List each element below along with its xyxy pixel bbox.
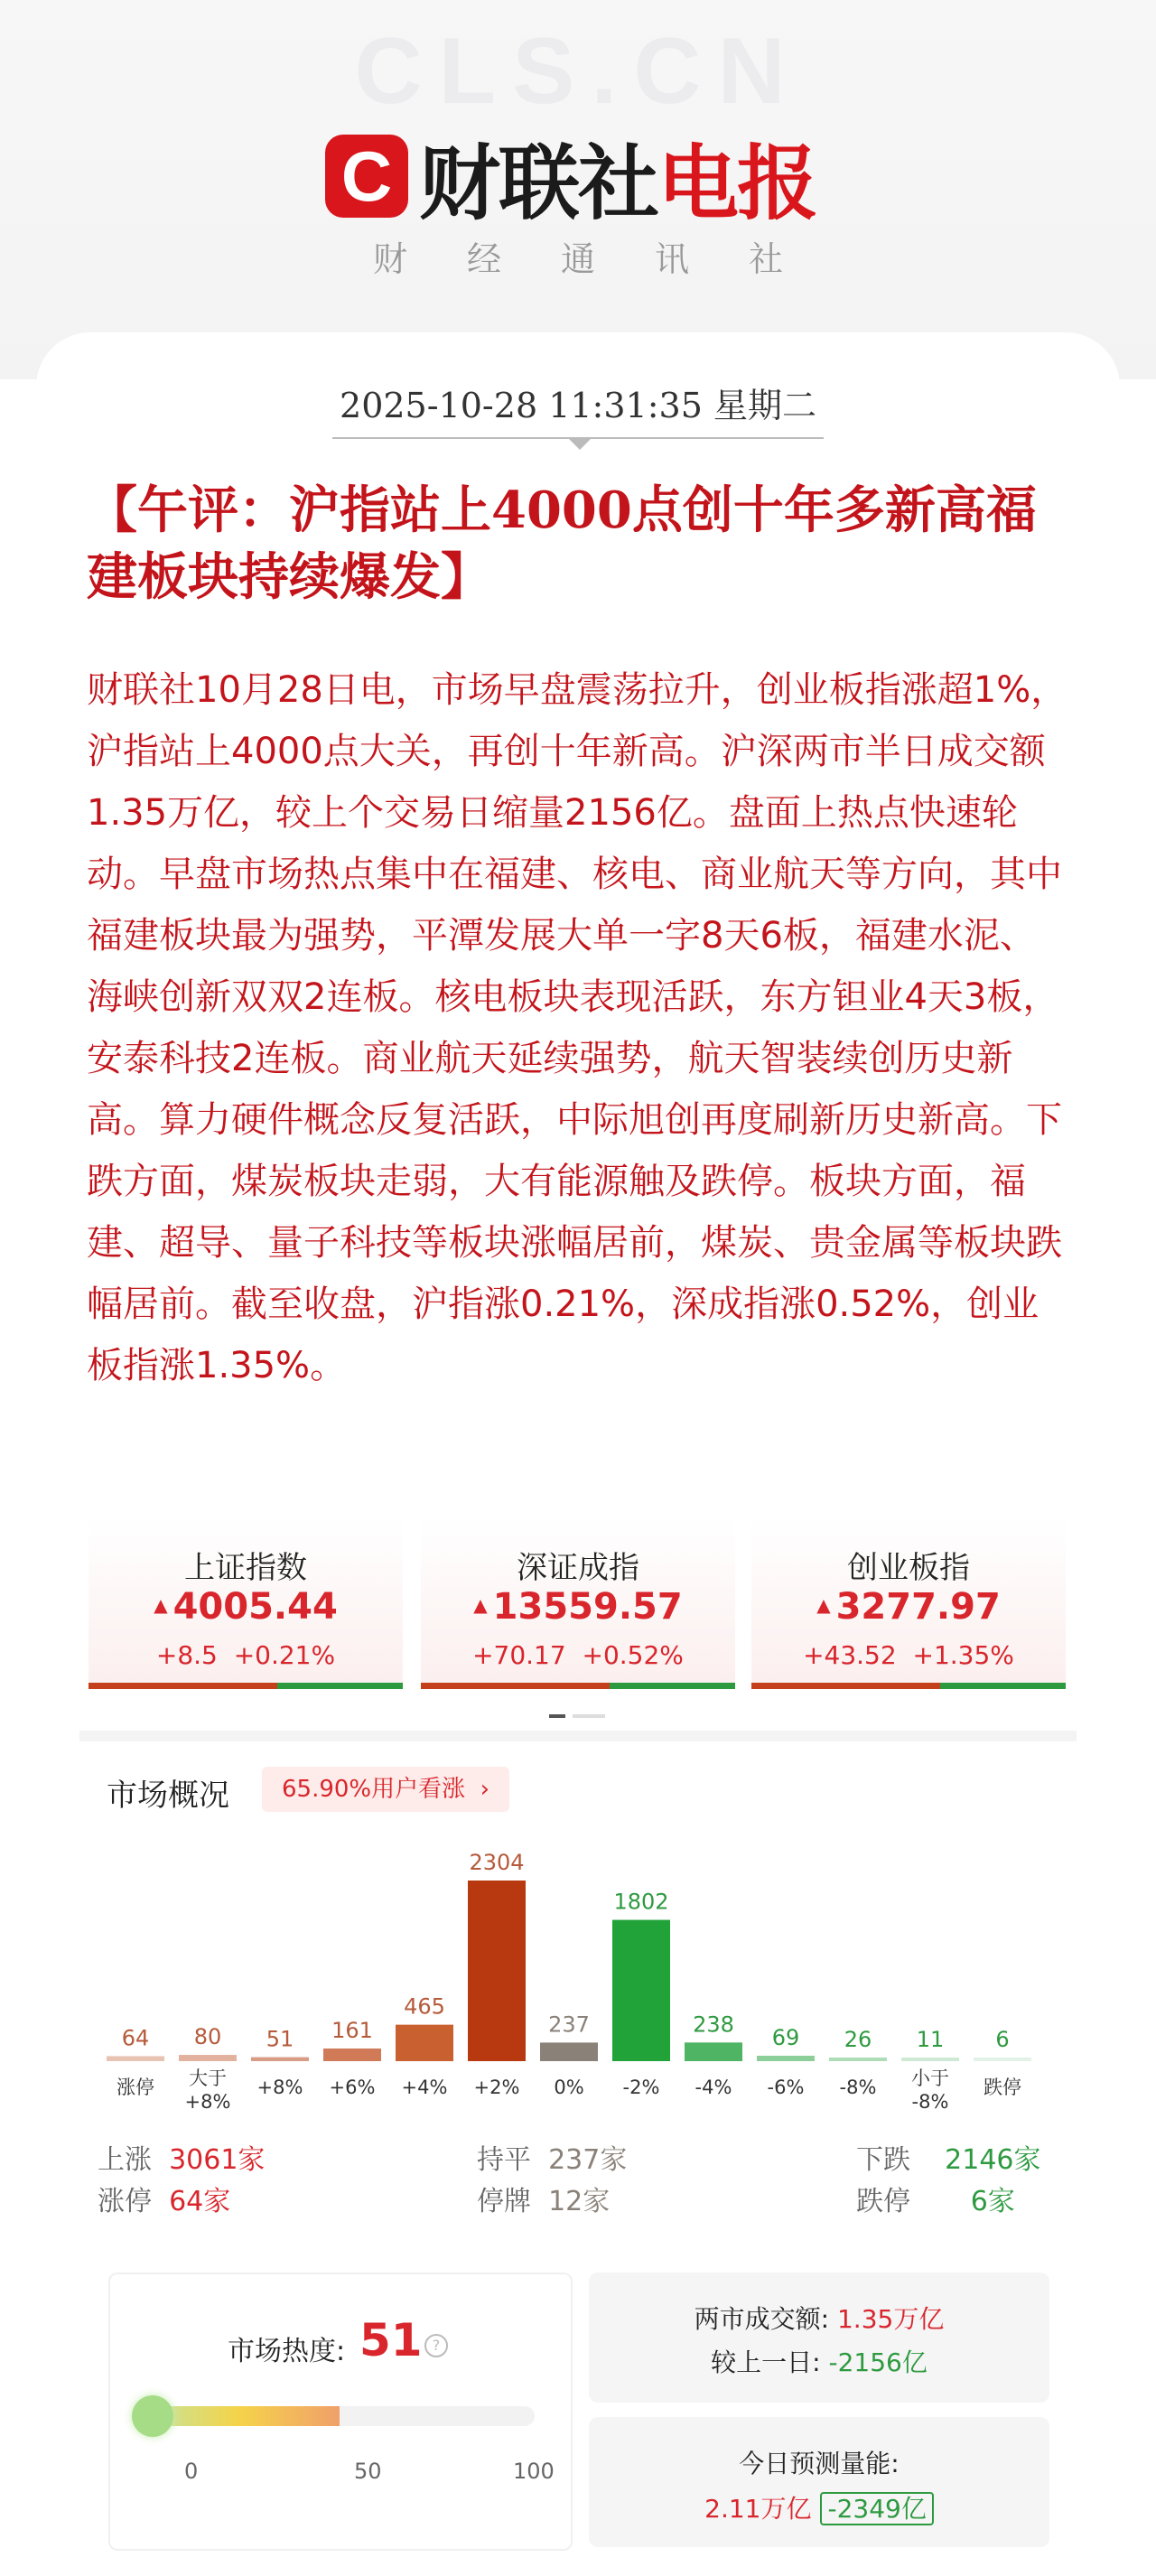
chart-value-label: 26 xyxy=(844,2027,872,2052)
index-change: +43.52 +1.35% xyxy=(803,1640,1014,1670)
chart-category-label: +8% xyxy=(256,2077,303,2098)
up-triangle-icon: ▲ xyxy=(816,1594,831,1616)
chart-bar xyxy=(323,2049,381,2061)
question-icon[interactable]: ? xyxy=(424,2334,448,2357)
index-card-sh[interactable] xyxy=(89,1517,403,1689)
up-triangle-icon: ▲ xyxy=(473,1594,488,1616)
sentiment-text: 65.90%用户看涨 xyxy=(282,1776,466,1803)
sentiment-pill[interactable] xyxy=(262,1767,509,1812)
forecast-panel xyxy=(589,2417,1049,2547)
rise-fall-distribution-chart xyxy=(90,1825,1066,2132)
chart-bar xyxy=(468,1881,526,2061)
chart-category-label: +8% xyxy=(184,2091,231,2113)
chart-category-label: +2% xyxy=(473,2077,520,2098)
chart-value-label: 6 xyxy=(995,2027,1010,2052)
chart-value-label: 80 xyxy=(193,2024,222,2050)
chart-value-label: 2304 xyxy=(469,1850,525,1875)
chart-value-label: 64 xyxy=(121,2025,150,2051)
stat-limit-up: 涨停 64家 xyxy=(98,2186,231,2217)
prev-day-row: 较上一日: -2156亿 xyxy=(711,2347,928,2377)
heat-tick-min: 0 xyxy=(184,2459,199,2484)
market-overview-title: 市场概况 xyxy=(107,1778,229,1814)
chart-category-label: +4% xyxy=(401,2077,448,2098)
chart-value-label: 465 xyxy=(404,1993,445,2020)
chart-bar xyxy=(107,2056,164,2061)
chart-bar xyxy=(901,2058,959,2061)
forecast-title: 今日预测量能: xyxy=(739,2449,900,2478)
stat-down: 下跌 2146家 xyxy=(856,2144,1041,2176)
chart-category-label: -2% xyxy=(622,2077,660,2098)
chart-value-label: 1802 xyxy=(613,1889,669,1915)
chart-category-label: -6% xyxy=(767,2077,805,2098)
chart-category-label: 跌停 xyxy=(984,2077,1021,2098)
chart-category-label: 小于 xyxy=(911,2067,949,2089)
chart-bar xyxy=(757,2056,815,2061)
chart-bar xyxy=(540,2042,598,2061)
chart-value-label: 237 xyxy=(548,2011,590,2038)
index-updown-bar xyxy=(89,1683,403,1689)
section-divider xyxy=(79,1731,1077,1741)
index-value: ▲ 3277.97 xyxy=(816,1586,1001,1628)
post-datetime: 2025-10-28 11:31:35 星期二 xyxy=(340,386,816,425)
index-change: +70.17 +0.52% xyxy=(472,1640,684,1670)
header-watermark: CLS.CN xyxy=(354,19,802,124)
chart-bar xyxy=(612,1920,670,2061)
news-body: 财联社10月28日电，市场早盘震荡拉升，创业板指涨超1%，沪指站上4000点大关，再创十年新高。沪深两市半日成交额1.35万亿，较上个交易日缩量2156亿。盘面上热点快速轮动。早盘市场热点集中在福建、核电、商业航天等方向，其中福建板块最为强势，平潭发展大单一字8天6板，福建水泥、海峡创新双双2连板。核电板块表现活跃，东方钽业4天3板，安泰科技2连板。商业航天延续强势，航天智装续创历史新高。算力硬件概念反复活跃，中际旭创再度刷新历史新高。下跌方面，煤炭板块走弱，大有能源触及跌停。板块方面，福建、超导、量子科技等板块涨幅居前，煤炭、贵金属等板块跌幅居前。截至收盘，沪指涨0.21%，深成指涨0.52%，创业板指涨1.35%。 xyxy=(87,669,1067,1386)
heat-gauge-knob xyxy=(132,2395,173,2437)
chart-value-label: 11 xyxy=(916,2027,945,2052)
turnover-panel xyxy=(589,2273,1049,2403)
chart-bar xyxy=(179,2055,237,2061)
logo-text-red: 电报 xyxy=(657,136,816,231)
market-heat-panel xyxy=(108,2273,573,2551)
stat-up: 上涨 3061家 xyxy=(98,2144,266,2176)
carousel-dot xyxy=(573,1714,605,1718)
index-card-sz[interactable] xyxy=(421,1517,735,1689)
brand-logo xyxy=(325,126,816,231)
index-change: +8.5 +0.21% xyxy=(155,1640,336,1670)
index-name: 深证成指 xyxy=(517,1550,639,1586)
forecast-row: 2.11万亿 -2349亿 xyxy=(589,2489,1049,2525)
heat-gauge-track xyxy=(137,2406,535,2426)
heat-tick-max: 100 xyxy=(513,2459,555,2484)
chart-bar xyxy=(251,2058,309,2061)
chart-bar xyxy=(829,2058,887,2061)
chart-category-label: -8% xyxy=(839,2077,877,2098)
index-name: 创业板指 xyxy=(847,1550,970,1586)
heat-tick-mid: 50 xyxy=(354,2459,382,2484)
index-value: ▲ 4005.44 xyxy=(154,1586,338,1628)
logo-text-black: 财联社 xyxy=(419,136,657,231)
index-name: 上证指数 xyxy=(184,1550,307,1586)
logo-c-icon: C xyxy=(325,135,408,218)
date-notch-icon xyxy=(567,437,592,450)
news-headline: 【午评：沪指站上4000点创十年多新高福建板块持续爆发】 xyxy=(87,481,1037,607)
chart-category-label: -8% xyxy=(911,2091,949,2113)
chart-category-label: 0% xyxy=(554,2077,584,2098)
stat-halt: 停牌 12家 xyxy=(477,2186,611,2217)
carousel-dot-active xyxy=(549,1714,565,1718)
chevron-right-icon: › xyxy=(472,1776,490,1803)
index-value: ▲ 13559.57 xyxy=(473,1586,683,1628)
index-card-cy[interactable] xyxy=(751,1517,1066,1689)
chart-bar xyxy=(396,2025,453,2061)
heat-value: 51 xyxy=(359,2314,423,2366)
chart-bar xyxy=(685,2042,742,2061)
chart-value-label: 69 xyxy=(771,2025,800,2051)
heat-title: 市场热度: xyxy=(228,2336,346,2367)
index-updown-bar xyxy=(751,1683,1066,1689)
chart-category-label: 涨停 xyxy=(117,2077,154,2098)
chart-value-label: 161 xyxy=(331,2018,373,2044)
chart-value-label: 238 xyxy=(693,2011,734,2038)
index-updown-bar xyxy=(421,1683,735,1689)
chart-bar xyxy=(974,2058,1031,2061)
stat-flat: 持平 237家 xyxy=(477,2144,628,2176)
chart-category-label: -4% xyxy=(695,2077,732,2098)
up-triangle-icon: ▲ xyxy=(154,1594,168,1616)
chart-value-label: 51 xyxy=(266,2026,294,2052)
stat-limit-down: 跌停 6家 xyxy=(856,2186,1015,2217)
brand-subtitle: 财经通讯社 xyxy=(372,239,843,279)
chart-category-label: 大于 xyxy=(189,2067,227,2089)
turnover-row: 两市成交额: 1.35万亿 xyxy=(694,2304,945,2334)
carousel-indicator[interactable] xyxy=(549,1714,605,1718)
chart-category-label: +6% xyxy=(329,2077,376,2098)
